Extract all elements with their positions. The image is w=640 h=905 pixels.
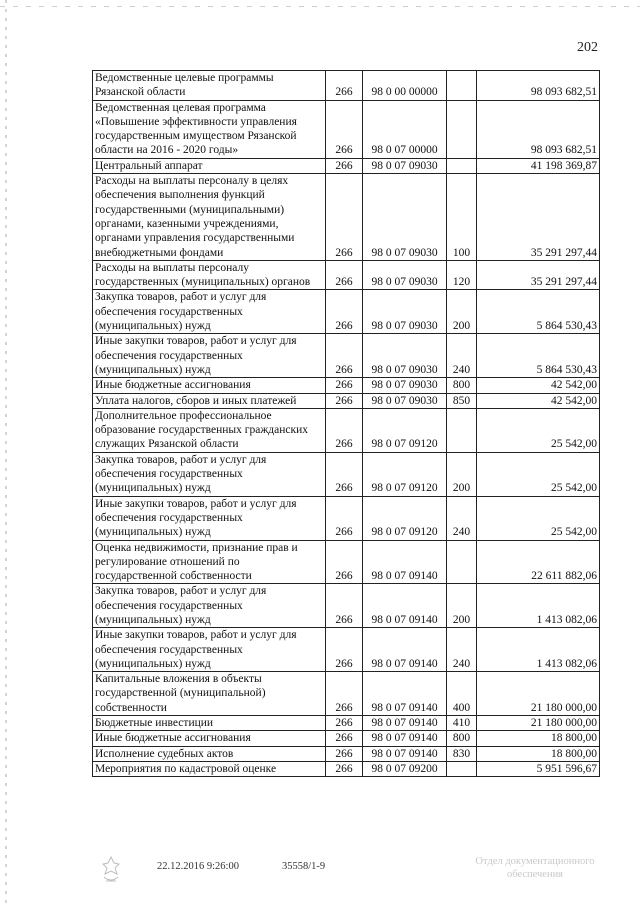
target-article-cell: 98 0 07 09140 xyxy=(363,672,447,716)
target-article-cell: 98 0 07 09120 xyxy=(363,496,447,540)
target-article-cell: 98 0 07 09030 xyxy=(363,260,447,290)
admin-code-cell: 266 xyxy=(326,452,363,496)
table-row xyxy=(93,408,600,452)
admin-code-cell: 266 xyxy=(326,731,363,746)
amount-cell: 41 198 369,87 xyxy=(477,158,600,173)
expense-name-cell: Иные закупки товаров, работ и услуг для обеспечения государственных (муниципальных) нужд xyxy=(93,628,326,672)
amount-cell: 98 093 682,51 xyxy=(477,100,600,158)
target-article-cell: 98 0 07 09200 xyxy=(363,761,447,776)
expense-name-cell: Ведомственная целевая программа «Повышение эффективности управления государственным имуществом Рязанской области на 2016 - 2020 годы» xyxy=(93,100,326,158)
expense-name-cell: Бюджетные инвестиции xyxy=(93,716,326,731)
target-article-cell: 98 0 07 09030 xyxy=(363,393,447,408)
table-row xyxy=(93,71,600,101)
watermark-line-1: Отдел документационного xyxy=(475,856,595,867)
target-article-cell: 98 0 07 09030 xyxy=(363,158,447,173)
admin-code-cell: 266 xyxy=(326,71,363,101)
expense-type-cell: 200 xyxy=(447,584,477,628)
admin-code-cell: 266 xyxy=(326,746,363,761)
amount-cell: 1 413 082,06 xyxy=(477,584,600,628)
admin-code-cell: 266 xyxy=(326,174,363,261)
target-article-cell: 98 0 07 09030 xyxy=(363,378,447,393)
admin-code-cell: 266 xyxy=(326,158,363,173)
expense-type-cell: 800 xyxy=(447,378,477,393)
admin-code-cell: 266 xyxy=(326,672,363,716)
amount-cell: 1 413 082,06 xyxy=(477,628,600,672)
expense-name-cell: Дополнительное профессиональное образование государственных гражданских служащих Рязанской области xyxy=(93,408,326,452)
table-row xyxy=(93,628,600,672)
expense-name-cell: Расходы на выплаты персоналу государственных (муниципальных) органов xyxy=(93,260,326,290)
expense-type-cell xyxy=(447,408,477,452)
expense-type-cell xyxy=(447,100,477,158)
target-article-cell: 98 0 07 09030 xyxy=(363,290,447,334)
table-row xyxy=(93,716,600,731)
target-article-cell: 98 0 07 09120 xyxy=(363,452,447,496)
expense-name-cell: Закупка товаров, работ и услуг для обеспечения государственных (муниципальных) нужд xyxy=(93,584,326,628)
table-row xyxy=(93,334,600,378)
table-row xyxy=(93,761,600,776)
expense-type-cell xyxy=(447,158,477,173)
target-article-cell: 98 0 07 09120 xyxy=(363,408,447,452)
expense-name-cell: Исполнение судебных актов xyxy=(93,746,326,761)
admin-code-cell: 266 xyxy=(326,100,363,158)
budget-table xyxy=(92,70,600,777)
expense-name-cell: Иные закупки товаров, работ и услуг для обеспечения государственных (муниципальных) нужд xyxy=(93,334,326,378)
table-row xyxy=(93,174,600,261)
footer-document-code: 35558/1-9 xyxy=(282,861,326,872)
amount-cell: 5 951 596,67 xyxy=(477,761,600,776)
target-article-cell: 98 0 07 09140 xyxy=(363,731,447,746)
target-article-cell: 98 0 00 00000 xyxy=(363,71,447,101)
target-article-cell: 98 0 07 09030 xyxy=(363,334,447,378)
admin-code-cell: 266 xyxy=(326,378,363,393)
amount-cell: 18 800,00 xyxy=(477,731,600,746)
expense-name-cell: Мероприятия по кадастровой оценке xyxy=(93,761,326,776)
table-row xyxy=(93,496,600,540)
admin-code-cell: 266 xyxy=(326,716,363,731)
target-article-cell: 98 0 07 09140 xyxy=(363,746,447,761)
expense-type-cell: 200 xyxy=(447,290,477,334)
expense-type-cell: 800 xyxy=(447,731,477,746)
amount-cell: 25 542,00 xyxy=(477,452,600,496)
amount-cell: 21 180 000,00 xyxy=(477,716,600,731)
amount-cell: 5 864 530,43 xyxy=(477,290,600,334)
expense-type-cell: 100 xyxy=(447,174,477,261)
table-row xyxy=(93,746,600,761)
expense-name-cell: Закупка товаров, работ и услуг для обеспечения государственных (муниципальных) нужд xyxy=(93,290,326,334)
expense-type-cell: 410 xyxy=(447,716,477,731)
admin-code-cell: 266 xyxy=(326,628,363,672)
expense-name-cell: Закупка товаров, работ и услуг для обеспечения государственных (муниципальных) нужд xyxy=(93,452,326,496)
amount-cell: 98 093 682,51 xyxy=(477,71,600,101)
admin-code-cell: 266 xyxy=(326,334,363,378)
expense-name-cell: Капитальные вложения в объекты государственной (муниципальной) собственности xyxy=(93,672,326,716)
table-row xyxy=(93,731,600,746)
department-watermark xyxy=(450,855,620,881)
target-article-cell: 98 0 07 00000 xyxy=(363,100,447,158)
expense-name-cell: Оценка недвижимости, признание прав и регулирование отношений по государственной собственности xyxy=(93,540,326,584)
watermark-line-2: обеспечения xyxy=(506,869,564,880)
expense-type-cell xyxy=(447,761,477,776)
expense-name-cell: Расходы на выплаты персоналу в целях обеспечения выполнения функций государственными (муниципальными) органами, казенными учреждениями, органами управления государственными внебюджетными фондами xyxy=(93,174,326,261)
table-row xyxy=(93,584,600,628)
coat-of-arms-icon xyxy=(100,855,122,885)
admin-code-cell: 266 xyxy=(326,393,363,408)
admin-code-cell: 266 xyxy=(326,496,363,540)
target-article-cell: 98 0 07 09140 xyxy=(363,540,447,584)
expense-type-cell: 830 xyxy=(447,746,477,761)
table-row xyxy=(93,158,600,173)
amount-cell: 25 542,00 xyxy=(477,496,600,540)
expense-name-cell: Ведомственные целевые программы Рязанской области xyxy=(93,71,326,101)
amount-cell: 18 800,00 xyxy=(477,746,600,761)
table-row xyxy=(93,100,600,158)
table-row xyxy=(93,393,600,408)
footer-date: 22.12.2016 9:26:00 xyxy=(157,861,239,872)
expense-type-cell: 850 xyxy=(447,393,477,408)
amount-cell: 21 180 000,00 xyxy=(477,672,600,716)
admin-code-cell: 266 xyxy=(326,408,363,452)
admin-code-cell: 266 xyxy=(326,761,363,776)
scan-top-artifact xyxy=(0,6,640,7)
target-article-cell: 98 0 07 09030 xyxy=(363,174,447,261)
table-row xyxy=(93,540,600,584)
table-row xyxy=(93,290,600,334)
admin-code-cell: 266 xyxy=(326,540,363,584)
page-footer xyxy=(0,855,640,895)
target-article-cell: 98 0 07 09140 xyxy=(363,716,447,731)
budget-table-body xyxy=(93,71,600,777)
admin-code-cell: 266 xyxy=(326,584,363,628)
expense-type-cell: 240 xyxy=(447,628,477,672)
page-number: 202 xyxy=(577,40,598,55)
expense-name-cell: Уплата налогов, сборов и иных платежей xyxy=(93,393,326,408)
amount-cell: 25 542,00 xyxy=(477,408,600,452)
target-article-cell: 98 0 07 09140 xyxy=(363,584,447,628)
expense-type-cell: 400 xyxy=(447,672,477,716)
amount-cell: 22 611 882,06 xyxy=(477,540,600,584)
expense-type-cell: 240 xyxy=(447,496,477,540)
table-row xyxy=(93,378,600,393)
expense-name-cell: Иные закупки товаров, работ и услуг для обеспечения государственных (муниципальных) нужд xyxy=(93,496,326,540)
table-row xyxy=(93,260,600,290)
expense-name-cell: Иные бюджетные ассигнования xyxy=(93,731,326,746)
target-article-cell: 98 0 07 09140 xyxy=(363,628,447,672)
amount-cell: 35 291 297,44 xyxy=(477,174,600,261)
table-row xyxy=(93,452,600,496)
expense-name-cell: Иные бюджетные ассигнования xyxy=(93,378,326,393)
amount-cell: 35 291 297,44 xyxy=(477,260,600,290)
amount-cell: 42 542,00 xyxy=(477,393,600,408)
expense-type-cell: 200 xyxy=(447,452,477,496)
scan-edge-artifact xyxy=(5,0,7,905)
table-row xyxy=(93,672,600,716)
expense-type-cell: 120 xyxy=(447,260,477,290)
expense-type-cell xyxy=(447,540,477,584)
admin-code-cell: 266 xyxy=(326,290,363,334)
amount-cell: 42 542,00 xyxy=(477,378,600,393)
expense-type-cell: 240 xyxy=(447,334,477,378)
expense-type-cell xyxy=(447,71,477,101)
admin-code-cell: 266 xyxy=(326,260,363,290)
amount-cell: 5 864 530,43 xyxy=(477,334,600,378)
expense-name-cell: Центральный аппарат xyxy=(93,158,326,173)
